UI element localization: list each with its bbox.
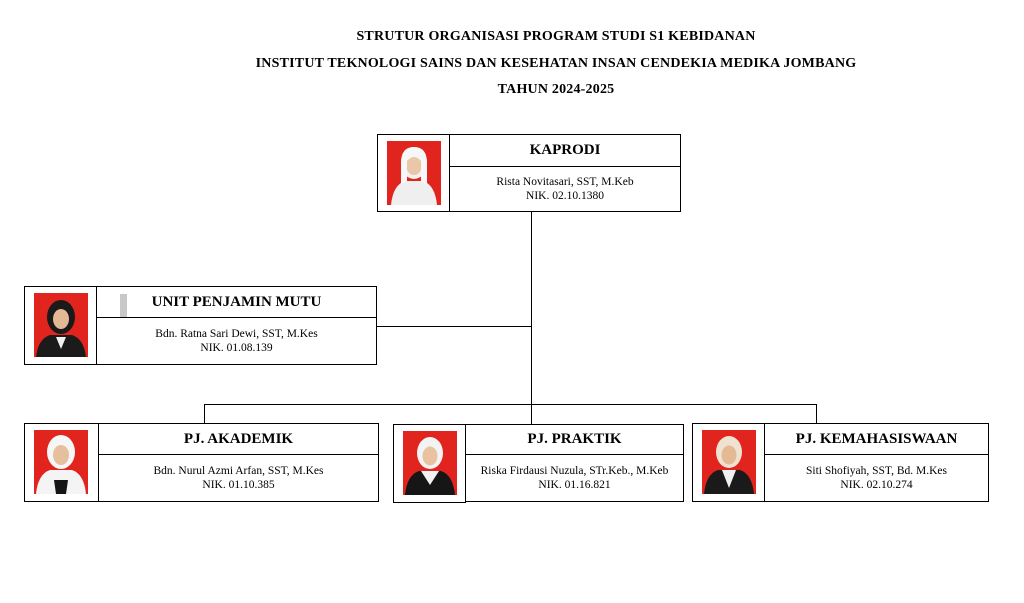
photo-frame bbox=[24, 286, 97, 365]
chart-title-line-2: INSTITUT TEKNOLOGI SAINS DAN KESEHATAN INSAN CENDEKIA MEDIKA JOMBANG bbox=[255, 56, 857, 71]
kemahasiswaan-name: Siti Shofiyah, SST, Bd. M.Kes bbox=[806, 465, 947, 477]
mutu-photo bbox=[34, 293, 88, 357]
connector-akademik-drop bbox=[204, 404, 205, 424]
connector-praktik-drop bbox=[531, 404, 532, 424]
mutu-details bbox=[96, 317, 377, 365]
kemahasiswaan-nik: NIK. 02.10.274 bbox=[840, 479, 913, 491]
akademik-title: PJ. AKADEMIK bbox=[98, 423, 379, 455]
connector-mutu-branch bbox=[376, 326, 532, 327]
connector-bottom-bar bbox=[204, 404, 817, 405]
node-kaprodi bbox=[377, 134, 681, 212]
praktik-title: PJ. PRAKTIK bbox=[465, 424, 684, 455]
chart-title-line-1: STRUTUR ORGANISASI PROGRAM STUDI S1 KEBIDANAN bbox=[356, 29, 756, 44]
photo-frame bbox=[393, 424, 466, 503]
chart-title-year: TAHUN 2024-2025 bbox=[497, 82, 615, 97]
photo-frame bbox=[692, 423, 765, 502]
node-unit-penjamin-mutu bbox=[24, 286, 377, 365]
praktik-name: Riska Firdausi Nuzula, STr.Keb., M.Keb bbox=[480, 465, 669, 477]
photo-frame bbox=[377, 134, 450, 212]
kaprodi-title: KAPRODI bbox=[449, 134, 681, 167]
kaprodi-photo bbox=[387, 141, 441, 205]
node-pj-akademik bbox=[24, 423, 379, 502]
kemahasiswaan-details bbox=[764, 454, 989, 502]
connector-kaprodi-trunk bbox=[531, 211, 532, 404]
node-pj-praktik bbox=[393, 424, 684, 503]
praktik-photo bbox=[403, 431, 457, 495]
praktik-nik: NIK. 01.16.821 bbox=[538, 479, 611, 491]
kaprodi-name: Rista Novitasari, SST, M.Keb bbox=[496, 176, 634, 188]
kaprodi-nik: NIK. 02.10.1380 bbox=[526, 190, 604, 202]
connector-kemahasiswaan-drop bbox=[816, 404, 817, 424]
kemahasiswaan-photo bbox=[702, 430, 756, 494]
mutu-title bbox=[96, 286, 377, 318]
node-pj-kemahasiswaan bbox=[692, 423, 989, 502]
kemahasiswaan-title: PJ. KEMAHASISWAAN bbox=[764, 423, 989, 455]
akademik-photo bbox=[34, 430, 88, 494]
mutu-title-text: UNIT PENJAMIN MUTU bbox=[151, 293, 322, 310]
cursor-mark bbox=[120, 294, 127, 318]
photo-frame bbox=[24, 423, 99, 502]
akademik-nik: NIK. 01.10.385 bbox=[202, 479, 275, 491]
mutu-nik: NIK. 01.08.139 bbox=[200, 342, 273, 354]
mutu-name: Bdn. Ratna Sari Dewi, SST, M.Kes bbox=[155, 328, 318, 340]
akademik-name: Bdn. Nurul Azmi Arfan, SST, M.Kes bbox=[153, 465, 324, 477]
akademik-details bbox=[98, 454, 379, 502]
praktik-details bbox=[465, 454, 684, 502]
kaprodi-details bbox=[449, 166, 681, 212]
